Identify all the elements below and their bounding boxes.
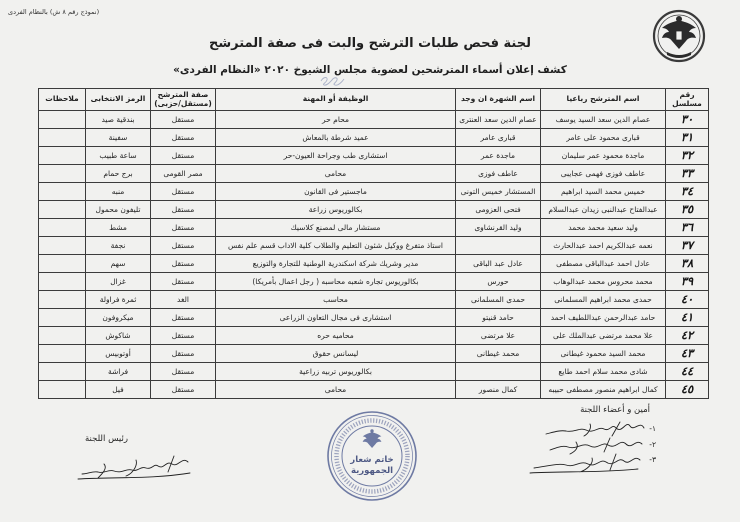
cell-name [541, 201, 666, 219]
cell-symbol [86, 111, 151, 129]
serial-text: ٤٠ [680, 292, 694, 306]
cell-job [216, 309, 456, 327]
cell-job [216, 345, 456, 363]
committee-member-signatures [520, 414, 650, 476]
cell-notes [39, 165, 86, 183]
type-text: مستقل [171, 241, 195, 250]
symbol-text: ميكروفون [102, 313, 134, 322]
job-text: استاذ متفرغ ووكيل شئون التعليم والطلاب كلية الاداب قسم علم نفس [228, 241, 443, 250]
table-row [39, 111, 709, 129]
cell-notes [39, 129, 86, 147]
header-job: الوظيفة أو المهنة [216, 89, 456, 111]
job-text: استشارى طب وجراحة العيون-حر [283, 151, 388, 160]
cell-notes [39, 201, 86, 219]
serial-text: ٣٦ [680, 220, 694, 234]
member-marker-2: ٢- [649, 440, 656, 449]
cell-name [541, 165, 666, 183]
cell-symbol [86, 255, 151, 273]
job-text: محامى [324, 385, 347, 394]
table-row [39, 165, 709, 183]
cell-serial [666, 219, 709, 237]
table-row [39, 219, 709, 237]
header-serial: رقم مسلسل [666, 89, 709, 111]
name-text: خميس محمد السيد ابراهيم [561, 187, 645, 196]
type-text: مستقل [171, 115, 195, 124]
table-row [39, 327, 709, 345]
nickname-text: علا مرتضى [480, 331, 516, 340]
cell-symbol [86, 129, 151, 147]
nickname-text: حمدى المسلمانى [470, 295, 525, 304]
name-text: عبدالفتاح عبدالنبى زيدان عبدالسلام [548, 205, 658, 214]
cell-symbol [86, 309, 151, 327]
cell-serial [666, 273, 709, 291]
name-text: محمد السيد محمود غيطانى [560, 349, 646, 358]
name-text: قبارى محمود على عامر [566, 133, 640, 142]
cell-name [541, 363, 666, 381]
name-text: محمد محروس محمد عبدالوهاب [553, 277, 653, 286]
nickname-text: وليد القرنشاوى [474, 223, 522, 232]
cell-name [541, 309, 666, 327]
type-text: مستقل [171, 331, 195, 340]
table-row [39, 381, 709, 399]
name-text: عصام الدين سعد السيد يوسف [555, 115, 651, 124]
type-text: مستقل [171, 151, 195, 160]
table-header-row [39, 89, 709, 111]
table-row [39, 291, 709, 309]
cell-name [541, 291, 666, 309]
cell-nickname [456, 219, 541, 237]
header-type: صفة المترشح (مستقل/حزبى) [151, 89, 216, 111]
serial-text: ٤٣ [680, 346, 694, 360]
cell-notes [39, 345, 86, 363]
cell-serial [666, 111, 709, 129]
table-row [39, 273, 709, 291]
type-text: مستقل [171, 205, 195, 214]
page-title: لجنة فحص طلبات الترشح والبت فى صفة المترشح [209, 36, 531, 51]
serial-text: ٤٤ [680, 364, 694, 378]
nickname-text: قبارى عامر [480, 133, 516, 142]
cell-name [541, 219, 666, 237]
cell-symbol [86, 291, 151, 309]
official-stamp [326, 410, 418, 502]
cell-serial [666, 129, 709, 147]
symbol-text: ساعة طبيب [99, 151, 137, 160]
cell-name [541, 255, 666, 273]
cell-notes [39, 219, 86, 237]
table-row [39, 129, 709, 147]
cell-type [151, 183, 216, 201]
cell-name [541, 147, 666, 165]
cell-serial [666, 291, 709, 309]
cell-symbol [86, 345, 151, 363]
cell-symbol [86, 363, 151, 381]
name-text: نعمه عبدالكريم احمد عبدالحارث [553, 241, 653, 250]
cell-type [151, 309, 216, 327]
cell-serial [666, 327, 709, 345]
stamp-text-line2: الجمهورية [350, 466, 394, 476]
cell-type [151, 363, 216, 381]
chairman-signature [74, 452, 194, 482]
cell-nickname [456, 291, 541, 309]
cell-notes [39, 363, 86, 381]
cell-symbol [86, 201, 151, 219]
cell-type [151, 327, 216, 345]
stamp-eagle-icon [363, 432, 382, 448]
cell-name [541, 183, 666, 201]
cell-nickname [456, 273, 541, 291]
header-notes: ملاحظات [39, 89, 86, 111]
serial-text: ٣٣ [680, 166, 694, 180]
job-text: مستشار مالى لمصنع كلاسيك [290, 223, 381, 232]
cell-nickname [456, 327, 541, 345]
committee-members-label: أمين و أعضاء اللجنة [580, 405, 650, 415]
cell-serial [666, 309, 709, 327]
page-subtitle: كشف إعلان أسماء المترشحين لعضوية مجلس الشيوخ ٢٠٢٠ «النظام الفردى» [173, 64, 567, 76]
table-row [39, 363, 709, 381]
member-marker-3: ٣- [649, 455, 656, 464]
cell-symbol [86, 273, 151, 291]
cell-notes [39, 255, 86, 273]
table-row [39, 183, 709, 201]
member-signature-2 [550, 438, 642, 454]
candidates-table-body [39, 111, 709, 399]
cell-notes [39, 237, 86, 255]
job-text: عميد شرطة بالمعاش [302, 133, 369, 142]
symbol-text: فراشة [107, 367, 129, 376]
header-name: اسم المترشح رباعيا [541, 89, 666, 111]
serial-text: ٣٠ [680, 112, 694, 126]
cell-symbol [86, 327, 151, 345]
symbol-text: فيل [112, 385, 124, 394]
type-text: الغد [177, 295, 189, 304]
nickname-text: حورس [487, 277, 509, 286]
cell-serial [666, 381, 709, 399]
job-text: محاميه حره [317, 331, 354, 340]
nickname-text: المستشار خميس التونى [460, 187, 536, 196]
type-text: مستقل [171, 277, 195, 286]
cell-nickname [456, 201, 541, 219]
cell-serial [666, 345, 709, 363]
cell-job [216, 255, 456, 273]
cell-serial [666, 237, 709, 255]
job-text: مدير وشريك شركة اسكندرية الوطنية للتجارة والتوزيع [252, 259, 419, 268]
symbol-text: بندقية صيد [101, 115, 135, 124]
name-text: وليد سعيد محمد محمد [568, 223, 638, 232]
job-text: بكالوريوس زراعة [308, 205, 363, 214]
cell-type [151, 291, 216, 309]
cell-nickname [456, 309, 541, 327]
name-text: عاطف فوزى فهمى عجايبى [560, 169, 646, 178]
cell-symbol [86, 165, 151, 183]
job-text: ليسانس حقوق [312, 349, 359, 358]
cell-name [541, 111, 666, 129]
table-row [39, 237, 709, 255]
nickname-text: عصام الدين سعد العنترى [459, 115, 537, 124]
table-row [39, 345, 709, 363]
cell-name [541, 237, 666, 255]
cell-symbol [86, 381, 151, 399]
cell-name [541, 327, 666, 345]
cell-nickname [456, 147, 541, 165]
type-text: مستقل [171, 385, 195, 394]
name-text: علا محمد مرتضى عبدالملك على [552, 331, 653, 340]
cell-type [151, 219, 216, 237]
cell-type [151, 165, 216, 183]
cell-nickname [456, 345, 541, 363]
nickname-text: عاطف فوزى [478, 169, 518, 178]
cell-name [541, 381, 666, 399]
serial-text: ٣٨ [680, 256, 694, 270]
table-row [39, 201, 709, 219]
cell-nickname [456, 183, 541, 201]
cell-name [541, 345, 666, 363]
cell-nickname [456, 165, 541, 183]
type-text: مستقل [171, 187, 195, 196]
serial-text: ٤٢ [680, 328, 694, 342]
symbol-text: مشط [109, 223, 127, 232]
cell-notes [39, 147, 86, 165]
name-text: كمال ابراهيم منصور مصطفى حبيبه [548, 385, 658, 394]
cell-job [216, 129, 456, 147]
cell-type [151, 381, 216, 399]
job-text: محامى [324, 169, 347, 178]
name-text: عادل احمد عبدالباقى مصطفى [556, 259, 650, 268]
name-text: حامد عبدالرحمن عبداللطيف احمد [550, 313, 656, 322]
cell-type [151, 273, 216, 291]
nickname-text: كمال منصور [478, 385, 518, 394]
cell-job [216, 201, 456, 219]
type-text: مستقل [171, 367, 195, 376]
type-text: مصر القومى [163, 169, 203, 178]
symbol-text: أوتوبيس [105, 349, 131, 358]
cell-symbol [86, 237, 151, 255]
form-number-note: (نموذج رقم ٨ ش) بالنظام الفردى [8, 8, 100, 16]
candidates-table [38, 88, 709, 399]
cell-nickname [456, 381, 541, 399]
cell-notes [39, 183, 86, 201]
symbol-text: منبه [111, 187, 125, 196]
nickname-text: ماجدة عمر [480, 151, 516, 160]
serial-text: ٣٥ [680, 202, 694, 216]
type-text: مستقل [171, 223, 195, 232]
table-row [39, 309, 709, 327]
cell-nickname [456, 111, 541, 129]
serial-text: ٣٧ [680, 238, 694, 252]
cell-job [216, 273, 456, 291]
cell-name [541, 273, 666, 291]
symbol-text: سفينة [108, 133, 128, 142]
cell-job [216, 381, 456, 399]
type-text: مستقل [171, 313, 195, 322]
table-row [39, 147, 709, 165]
cell-serial [666, 201, 709, 219]
cell-job [216, 291, 456, 309]
nickname-text: حامد قنيتو [482, 313, 514, 322]
job-text: بكالوريوس تربيه زراعية [299, 367, 372, 376]
cell-type [151, 255, 216, 273]
symbol-text: نجفة [110, 241, 126, 250]
cell-serial [666, 147, 709, 165]
cell-serial [666, 363, 709, 381]
cell-notes [39, 381, 86, 399]
cell-serial [666, 165, 709, 183]
cell-job [216, 327, 456, 345]
type-text: مستقل [171, 133, 195, 142]
cell-type [151, 237, 216, 255]
cell-job [216, 363, 456, 381]
stamp-text-line1: خاتم شعار [350, 455, 394, 465]
cell-notes [39, 273, 86, 291]
cell-type [151, 111, 216, 129]
cell-serial [666, 255, 709, 273]
cell-notes [39, 309, 86, 327]
serial-text: ٣٢ [680, 148, 694, 162]
cell-notes [39, 111, 86, 129]
serial-text: ٤٥ [680, 382, 694, 396]
cell-nickname [456, 255, 541, 273]
serial-text: ٣١ [680, 130, 694, 144]
job-text: بكالوريوس تجاره شعبه محاسبه ( رجل اعمال بأمريكا) [252, 277, 419, 286]
nickname-text: عادل عبد الباقى [473, 259, 523, 268]
header-nickname: اسم الشهرة ان وجد [456, 89, 541, 111]
cell-symbol [86, 219, 151, 237]
symbol-text: ثمرة فراولة [99, 295, 137, 304]
nickname-text: محمد غيطانى [476, 349, 520, 358]
job-text: ماجستير فى القانون [304, 187, 367, 196]
job-text: استشارى فى مجال التعاون الزراعى [279, 313, 392, 322]
cell-nickname [456, 129, 541, 147]
handwritten-mark [318, 73, 346, 87]
name-text: ماجدة محمود عمر سليمان [561, 151, 645, 160]
cell-job [216, 165, 456, 183]
member-signature-3 [530, 454, 640, 473]
cell-job [216, 183, 456, 201]
member-signature-1 [546, 422, 644, 436]
cell-job [216, 111, 456, 129]
symbol-text: غزال [110, 277, 126, 286]
serial-text: ٤١ [680, 310, 694, 324]
serial-text: ٣٤ [680, 184, 694, 198]
cell-symbol [86, 147, 151, 165]
nickname-text: فتحى العزومى [475, 205, 521, 214]
member-marker-1: ١- [649, 424, 656, 433]
cell-job [216, 219, 456, 237]
cell-notes [39, 291, 86, 309]
cell-type [151, 201, 216, 219]
cell-job [216, 147, 456, 165]
cell-job [216, 237, 456, 255]
cell-serial [666, 183, 709, 201]
cell-nickname [456, 363, 541, 381]
job-text: محاسب [323, 295, 348, 304]
name-text: شادى محمد سلام احمد طايع [558, 367, 648, 376]
cell-nickname [456, 237, 541, 255]
symbol-text: تليفون محمول [95, 205, 141, 214]
type-text: مستقل [171, 349, 195, 358]
symbol-text: سهم [110, 259, 126, 268]
cell-name [541, 129, 666, 147]
cell-symbol [86, 183, 151, 201]
serial-text: ٣٩ [680, 274, 694, 288]
job-text: محام حر [322, 115, 349, 124]
cell-type [151, 129, 216, 147]
symbol-text: برج حمام [103, 169, 133, 178]
table-row [39, 255, 709, 273]
name-text: حمدى محمد ابراهيم المسلمانى [554, 295, 652, 304]
committee-chairman-label: رئيس اللجنة [85, 434, 128, 444]
cell-notes [39, 327, 86, 345]
cell-type [151, 147, 216, 165]
cell-type [151, 345, 216, 363]
symbol-text: شاكوش [105, 331, 131, 340]
type-text: مستقل [171, 259, 195, 268]
header-symbol: الرمز الانتخابى [86, 89, 151, 111]
